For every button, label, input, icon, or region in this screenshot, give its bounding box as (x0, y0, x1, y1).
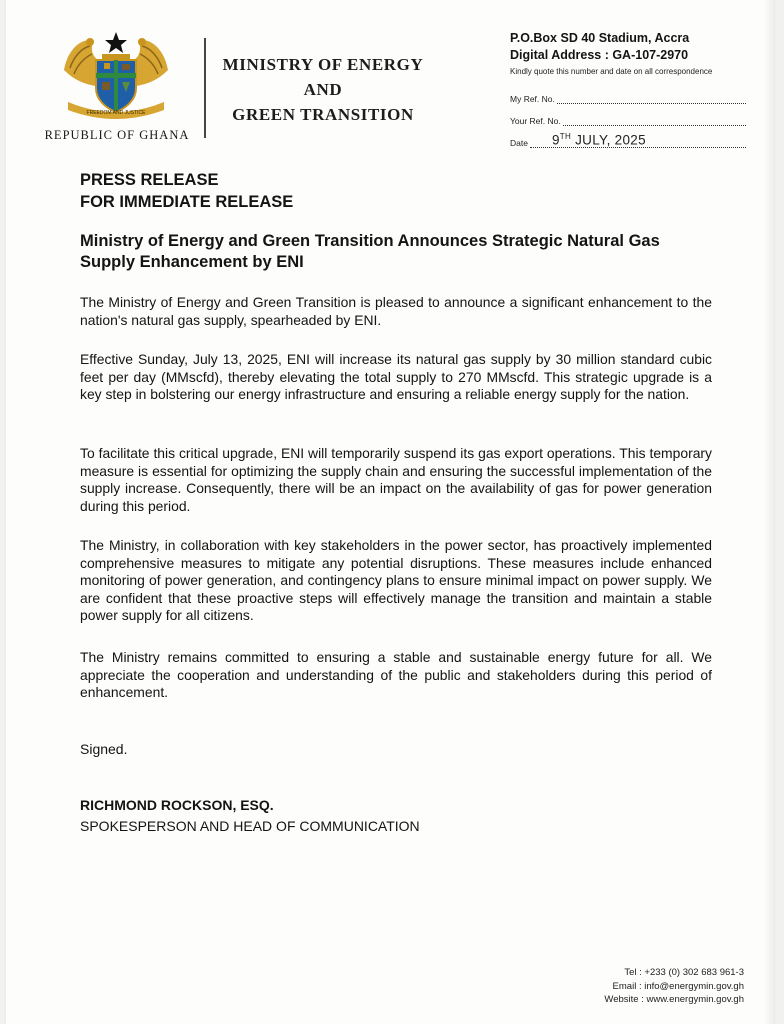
digital-address: Digital Address : GA-107-2970 (510, 48, 689, 62)
paragraph-3: To facilitate this critical upgrade, ENI will temporarily suspend its gas export operations. This temporary measure is essential for optimizing the supply chain and ensuring the successful implementation of the supply increase. Consequently, there will be an impact on the availability of gas for power generation during this period. (80, 445, 712, 514)
paragraph-4: The Ministry, in collaboration with key stakeholders in the power sector, has proactively implemented comprehensive measures to mitigate any potential disruptions. These measures include enhanced monitoring of power generation, and contingency plans to ensure minimal impact on power supply. We are confident that these proactive steps will effectively manage the transition and maintain a stable power supply for all citizens. (80, 537, 712, 623)
my-ref-line (510, 82, 746, 104)
date-suffix: TH (559, 131, 572, 141)
my-ref-label: My Ref. No. (510, 94, 555, 104)
press-release-page (6, 0, 774, 1024)
date-day: 9 (551, 132, 560, 147)
paragraph-5: The Ministry remains committed to ensuring a stable and sustainable energy future for all. We appreciate the cooperation and understanding of the public and stakeholders during this period of enhancement. (80, 649, 712, 700)
signer-name: RICHMOND ROCKSON, ESQ. (80, 797, 274, 813)
my-ref-blank (557, 91, 746, 104)
contact-website: Website : www.energymin.gov.gh (604, 994, 744, 1005)
po-box: P.O.Box SD 40 Stadium, Accra (510, 31, 690, 45)
press-release-line: PRESS RELEASE (80, 171, 219, 189)
your-ref-blank (563, 113, 746, 126)
header-divider (204, 38, 206, 138)
paragraph-1: The Ministry of Energy and Green Transition is pleased to announce a significant enhancement to the nation's natural gas supply, spearheaded by ENI. (80, 294, 712, 328)
date-value (552, 132, 646, 148)
quote-note: Kindly quote this number and date on all correspondence (510, 67, 713, 76)
crest-motto: FREEDOM AND JUSTICE (86, 110, 146, 116)
contact-block (604, 966, 744, 1007)
date-label: Date (510, 138, 528, 148)
signer-role: SPOKESPERSON AND HEAD OF COMMUNICATION (80, 818, 420, 834)
address-block (510, 30, 746, 148)
your-ref-label: Your Ref. No. (510, 116, 561, 126)
ministry-line-1: MINISTRY OF ENERGY (222, 55, 424, 74)
signed-label: Signed. (80, 741, 128, 757)
ministry-name (218, 52, 428, 127)
paragraph-2: Effective Sunday, July 13, 2025, ENI will increase its natural gas supply by 30 million standard cubic feet per day (MMscfd), thereby elevating the total supply to 270 MMscfd. This strategic upgrade is a key step in bolstering our energy infrastructure and ensuring a reliable energy supply for the nation. (80, 351, 712, 402)
ministry-line-2: AND (303, 80, 343, 99)
contact-email: Email : info@energymin.gov.gh (612, 980, 744, 992)
page-edge-shadow (764, 0, 774, 1024)
republic-of-ghana-label: REPUBLIC OF GHANA (44, 128, 190, 142)
press-release-heading (80, 169, 293, 213)
ghana-coat-of-arms-icon (60, 30, 172, 120)
immediate-release-line: FOR IMMEDIATE RELEASE (80, 193, 294, 211)
date-blank (530, 131, 746, 148)
your-ref-line (510, 104, 746, 126)
release-headline: Ministry of Energy and Green Transition Announces Strategic Natural Gas Supply Enhancement by ENI (80, 232, 660, 271)
ministry-line-3: GREEN TRANSITION (232, 105, 414, 124)
date-rest: JULY, 2025 (571, 132, 646, 147)
date-line (510, 126, 746, 148)
contact-tel: Tel : +233 (0) 302 683 961-3 (624, 967, 744, 978)
